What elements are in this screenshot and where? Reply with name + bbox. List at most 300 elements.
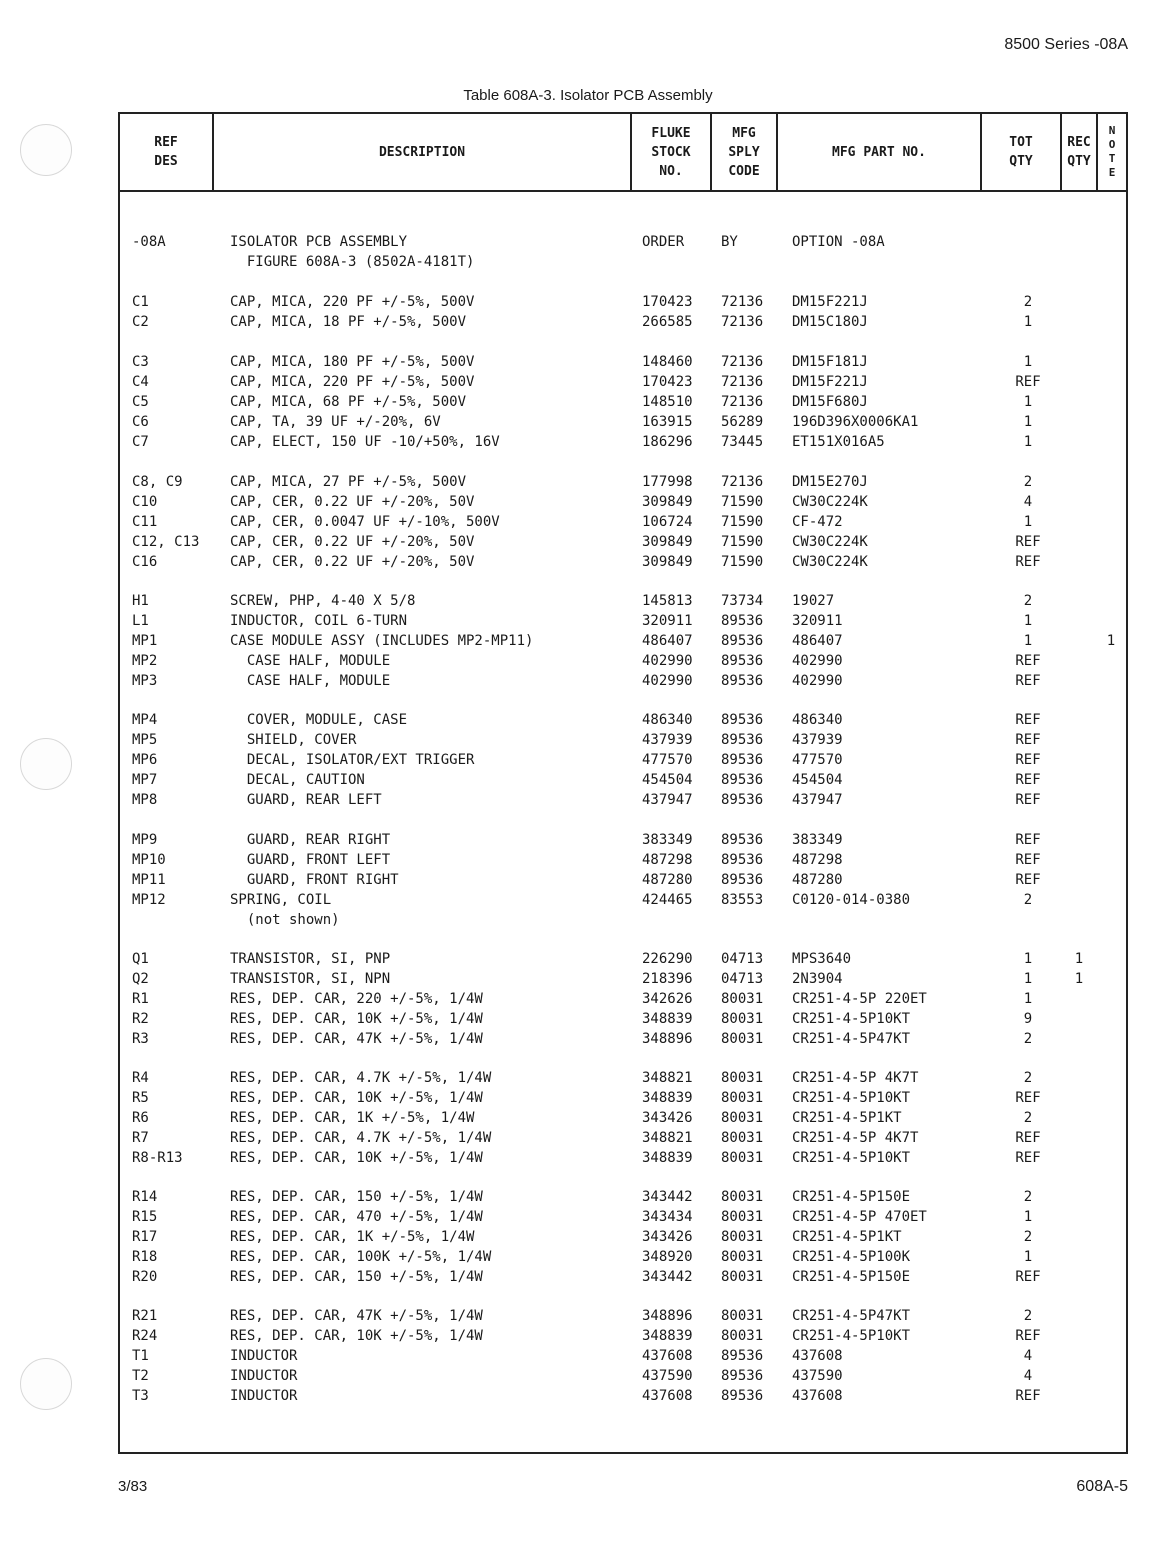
col-fluke-stock-no: FLUKE STOCK NO. <box>651 125 691 179</box>
cell-tot-qty: REF <box>1015 1388 1041 1404</box>
binder-hole-middle <box>20 738 72 790</box>
table-row <box>120 949 1126 969</box>
cell-mfg-part-no: CW30C224K <box>792 534 868 550</box>
cell-fluke-stock-no: 170423 <box>642 374 693 390</box>
cell-ref-des: R24 <box>132 1328 158 1344</box>
cell-tot-qty: REF <box>1015 752 1041 768</box>
table-row <box>120 1386 1126 1406</box>
cell-description: CAP, MICA, 180 PF +/-5%, 500V <box>230 354 475 370</box>
cell-mfg-sply-code: 80031 <box>721 1328 764 1344</box>
cell-mfg-sply-code: 80031 <box>721 1110 764 1126</box>
cell-ref-des: Q2 <box>132 971 149 987</box>
cell-mfg-part-no: CR251-4-5P47KT <box>792 1031 911 1047</box>
cell-tot-qty: 1 <box>1023 314 1033 330</box>
cell-description: TRANSISTOR, SI, PNP <box>230 951 391 967</box>
cell-ref-des: MP7 <box>132 772 158 788</box>
cell-fluke-stock-no: 348839 <box>642 1090 693 1106</box>
cell-mfg-part-no: MPS3640 <box>792 951 852 967</box>
cell-description: RES, DEP. CAR, 4.7K +/-5%, 1/4W <box>230 1070 492 1086</box>
cell-tot-qty: 1 <box>1023 991 1033 1007</box>
cell-ref-des: MP2 <box>132 653 158 669</box>
cell-mfg-sply-code: 80031 <box>721 1130 764 1146</box>
cell-mfg-sply-code: 89536 <box>721 832 764 848</box>
cell-mfg-part-no: CR251-4-5P47KT <box>792 1308 911 1324</box>
table-row <box>120 730 1126 750</box>
cell-ref-des: MP9 <box>132 832 158 848</box>
cell-ref-des: R18 <box>132 1249 158 1265</box>
cell-mfg-part-no: DM15E270J <box>792 474 868 490</box>
cell-description: RES, DEP. CAR, 10K +/-5%, 1/4W <box>230 1090 483 1106</box>
footer-date: 3/83 <box>118 1478 148 1495</box>
cell-description: RES, DEP. CAR, 4.7K +/-5%, 1/4W <box>230 1130 492 1146</box>
cell-mfg-sply-code: 80031 <box>721 1070 764 1086</box>
cell-tot-qty: 1 <box>1023 354 1033 370</box>
cell-mfg-part-no: 402990 <box>792 673 843 689</box>
cell-ref-des: R7 <box>132 1130 149 1146</box>
cell-description: CAP, MICA, 220 PF +/-5%, 500V <box>230 294 475 310</box>
table-row <box>120 552 1126 572</box>
cell-description: GUARD, FRONT RIGHT <box>230 872 399 888</box>
cell-mfg-sply-code: 72136 <box>721 354 764 370</box>
cell-description: CAP, MICA, 27 PF +/-5%, 500V <box>230 474 467 490</box>
cell-ref-des: T3 <box>132 1388 149 1404</box>
table-row <box>120 850 1126 870</box>
cell-description: RES, DEP. CAR, 1K +/-5%, 1/4W <box>230 1110 475 1126</box>
cell-ref-des: C8, C9 <box>132 474 183 490</box>
table-row <box>120 1187 1126 1207</box>
col-ref-des: REF DES <box>154 135 178 169</box>
cell-mfg-sply-code: 72136 <box>721 294 764 310</box>
cell-description: SCREW, PHP, 4-40 X 5/8 <box>230 593 416 609</box>
cell-tot-qty: REF <box>1015 872 1041 888</box>
cell-mfg-sply-code: 80031 <box>721 1249 764 1265</box>
cell-ref-des: C10 <box>132 494 158 510</box>
cell-mfg-part-no: CR251-4-5P 470ET <box>792 1209 927 1225</box>
cell-tot-qty: 1 <box>1023 613 1033 629</box>
cell-description: RES, DEP. CAR, 47K +/-5%, 1/4W <box>230 1031 483 1047</box>
table-row <box>120 472 1126 492</box>
cell-mfg-part-no: 437590 <box>792 1368 843 1384</box>
cell-fluke-stock-no: 309849 <box>642 554 693 570</box>
cell-tot-qty: 2 <box>1023 1110 1033 1126</box>
table-row <box>120 1128 1126 1148</box>
cell-mfg-sply-code: 89536 <box>721 673 764 689</box>
cell-mfg-sply-code: 89536 <box>721 792 764 808</box>
cell-mfg-sply-code: 80031 <box>721 1150 764 1166</box>
cell-description: RES, DEP. CAR, 220 +/-5%, 1/4W <box>230 991 483 1007</box>
table-title: Table 608A-3. Isolator PCB Assembly <box>463 87 713 104</box>
table-row <box>120 532 1126 552</box>
cell-ref-des: R5 <box>132 1090 149 1106</box>
cell-tot-qty: 9 <box>1023 1011 1033 1027</box>
cell-ref-des: R21 <box>132 1308 158 1324</box>
cell-ref-des: MP6 <box>132 752 158 768</box>
page-number: 608A-5 <box>1076 1478 1128 1495</box>
cell-tot-qty: REF <box>1015 673 1041 689</box>
cell-mfg-sply-code: 04713 <box>721 971 764 987</box>
table-row <box>120 392 1126 412</box>
cell-mfg-part-no: 486407 <box>792 633 843 649</box>
cell-description: RES, DEP. CAR, 10K +/-5%, 1/4W <box>230 1011 483 1027</box>
cell-ref-des: R17 <box>132 1229 158 1245</box>
table-row <box>120 611 1126 631</box>
cell-mfg-part-no: 320911 <box>792 613 843 629</box>
cell-tot-qty: REF <box>1015 1269 1041 1285</box>
table-row <box>120 492 1126 512</box>
cell-mfg-part-no: CR251-4-5P1KT <box>792 1110 902 1126</box>
table-row <box>120 910 1126 930</box>
cell-tot-qty: REF <box>1015 712 1041 728</box>
cell-fluke-stock-no: 454504 <box>642 772 693 788</box>
cell-fluke-stock-no: 402990 <box>642 653 693 669</box>
cell-fluke-stock-no: 348821 <box>642 1130 693 1146</box>
cell-fluke-stock-no: 402990 <box>642 673 693 689</box>
table-row <box>120 1009 1126 1029</box>
cell-mfg-part-no: CR251-4-5P10KT <box>792 1150 911 1166</box>
cell-mfg-part-no: ET151X016A5 <box>792 434 885 450</box>
cell-description: CASE HALF, MODULE <box>230 673 391 689</box>
cell-mfg-part-no: CR251-4-5P 220ET <box>792 991 927 1007</box>
cell-description: (not shown) <box>230 912 340 928</box>
cell-mfg-sply-code: 89536 <box>721 653 764 669</box>
table-row <box>120 870 1126 890</box>
cell-ref-des: T1 <box>132 1348 149 1364</box>
cell-ref-des: R4 <box>132 1070 149 1086</box>
cell-mfg-part-no: 437939 <box>792 732 843 748</box>
cell-description: CAP, MICA, 220 PF +/-5%, 500V <box>230 374 475 390</box>
cell-fluke-stock-no: 186296 <box>642 434 693 450</box>
cell-fluke-stock-no: 148510 <box>642 394 693 410</box>
table-row <box>120 432 1126 452</box>
cell-ref-des: C6 <box>132 414 149 430</box>
cell-mfg-sply-code: 89536 <box>721 772 764 788</box>
table-row <box>120 651 1126 671</box>
cell-mfg-part-no: 437608 <box>792 1348 843 1364</box>
cell-fluke-stock-no: 348821 <box>642 1070 693 1086</box>
cell-mfg-sply-code: 04713 <box>721 951 764 967</box>
cell-mfg-sply-code: 89536 <box>721 732 764 748</box>
table-row <box>120 1267 1126 1287</box>
cell-fluke-stock-no: 226290 <box>642 951 693 967</box>
cell-mfg-part-no: 437947 <box>792 792 843 808</box>
cell-description: CAP, CER, 0.22 UF +/-20%, 50V <box>230 554 475 570</box>
cell-tot-qty: 1 <box>1023 514 1033 530</box>
cell-description: GUARD, REAR LEFT <box>230 792 382 808</box>
cell-description: COVER, MODULE, CASE <box>230 712 408 728</box>
table-row <box>120 1366 1126 1386</box>
cell-mfg-sply-code: 71590 <box>721 494 764 510</box>
table-row <box>120 312 1126 332</box>
cell-mfg-sply-code: 71590 <box>721 554 764 570</box>
cell-tot-qty: REF <box>1015 534 1041 550</box>
cell-fluke-stock-no: 343434 <box>642 1209 693 1225</box>
table-row <box>120 710 1126 730</box>
cell-ref-des: C7 <box>132 434 149 450</box>
cell-ref-des: T2 <box>132 1368 149 1384</box>
cell-ref-des: C1 <box>132 294 149 310</box>
cell-fluke-stock-no: 320911 <box>642 613 693 629</box>
cell-description: CAP, MICA, 68 PF +/-5%, 500V <box>230 394 467 410</box>
cell-tot-qty: 1 <box>1023 1209 1033 1225</box>
cell-mfg-sply-code: 89536 <box>721 712 764 728</box>
cell-mfg-sply-code: 80031 <box>721 1031 764 1047</box>
cell-mfg-sply-code: 80031 <box>721 1308 764 1324</box>
cell-fluke-stock-no: 437590 <box>642 1368 693 1384</box>
col-mfg-sply-code: MFG SPLY CODE <box>728 125 760 179</box>
cell-mfg-part-no: C0120-014-0380 <box>792 892 911 908</box>
cell-ref-des: R8-R13 <box>132 1150 183 1166</box>
cell-tot-qty: 1 <box>1023 971 1033 987</box>
cell-description: FIGURE 608A-3 (8502A-4181T) <box>230 254 475 270</box>
table-row <box>120 232 1126 252</box>
cell-fluke-stock-no: 170423 <box>642 294 693 310</box>
cell-tot-qty: 2 <box>1023 1031 1033 1047</box>
col-description: DESCRIPTION <box>378 144 466 160</box>
cell-ref-des: L1 <box>132 613 149 629</box>
cell-mfg-part-no: CR251-4-5P100K <box>792 1249 911 1265</box>
cell-tot-qty: 2 <box>1023 294 1033 310</box>
cell-tot-qty: REF <box>1015 772 1041 788</box>
cell-description: SPRING, COIL <box>230 892 332 908</box>
cell-ref-des: C4 <box>132 374 149 390</box>
cell-mfg-sply-code: BY <box>721 234 738 250</box>
cell-ref-des: MP10 <box>132 852 166 868</box>
cell-tot-qty: REF <box>1015 832 1041 848</box>
cell-description: DECAL, CAUTION <box>230 772 365 788</box>
cell-description: CASE HALF, MODULE <box>230 653 391 669</box>
cell-tot-qty: 2 <box>1023 1308 1033 1324</box>
table-row <box>120 1088 1126 1108</box>
cell-tot-qty: 1 <box>1023 414 1033 430</box>
cell-description: INDUCTOR, COIL 6-TURN <box>230 613 408 629</box>
cell-fluke-stock-no: 486407 <box>642 633 693 649</box>
cell-tot-qty: 1 <box>1023 1249 1033 1265</box>
col-mfg-part-no: MFG PART NO. <box>832 144 926 160</box>
cell-mfg-part-no: CW30C224K <box>792 554 868 570</box>
cell-mfg-part-no: CR251-4-5P10KT <box>792 1011 911 1027</box>
binder-hole-top <box>20 124 72 176</box>
table-row <box>120 1108 1126 1128</box>
cell-mfg-sply-code: 89536 <box>721 633 764 649</box>
cell-fluke-stock-no: 177998 <box>642 474 693 490</box>
cell-mfg-part-no: 383349 <box>792 832 843 848</box>
cell-ref-des: C12, C13 <box>132 534 200 550</box>
cell-description: INDUCTOR <box>230 1388 298 1404</box>
cell-rec-qty: 1 <box>1074 971 1084 987</box>
cell-mfg-part-no: DM15F221J <box>792 294 868 310</box>
cell-description: CAP, CER, 0.22 UF +/-20%, 50V <box>230 494 475 510</box>
table-row <box>120 1306 1126 1326</box>
cell-mfg-part-no: 487298 <box>792 852 843 868</box>
cell-fluke-stock-no: 486340 <box>642 712 693 728</box>
cell-mfg-sply-code: 80031 <box>721 1229 764 1245</box>
table-row <box>120 412 1126 432</box>
cell-description: RES, DEP. CAR, 10K +/-5%, 1/4W <box>230 1328 483 1344</box>
cell-mfg-part-no: 487280 <box>792 872 843 888</box>
table-row <box>120 890 1126 910</box>
cell-tot-qty: REF <box>1015 653 1041 669</box>
cell-tot-qty: 2 <box>1023 1070 1033 1086</box>
table-row <box>120 252 1126 272</box>
cell-mfg-sply-code: 80031 <box>721 1189 764 1205</box>
cell-mfg-part-no: CR251-4-5P 4K7T <box>792 1070 919 1086</box>
cell-description: INDUCTOR <box>230 1368 298 1384</box>
table-row <box>120 1247 1126 1267</box>
cell-mfg-sply-code: 83553 <box>721 892 764 908</box>
cell-mfg-part-no: DM15F680J <box>792 394 868 410</box>
cell-mfg-sply-code: 71590 <box>721 514 764 530</box>
cell-mfg-sply-code: 80031 <box>721 1011 764 1027</box>
cell-description: RES, DEP. CAR, 100K +/-5%, 1/4W <box>230 1249 492 1265</box>
cell-description: CAP, CER, 0.0047 UF +/-10%, 500V <box>230 514 500 530</box>
cell-mfg-part-no: 402990 <box>792 653 843 669</box>
cell-mfg-sply-code: 72136 <box>721 394 764 410</box>
cell-description: CAP, TA, 39 UF +/-20%, 6V <box>230 414 441 430</box>
cell-ref-des: Q1 <box>132 951 149 967</box>
cell-fluke-stock-no: 348896 <box>642 1031 693 1047</box>
cell-tot-qty: REF <box>1015 1328 1041 1344</box>
cell-ref-des: MP5 <box>132 732 158 748</box>
cell-mfg-part-no: 454504 <box>792 772 843 788</box>
cell-fluke-stock-no: 487280 <box>642 872 693 888</box>
cell-description: GUARD, REAR RIGHT <box>230 832 391 848</box>
parts-table <box>118 112 1128 1454</box>
cell-ref-des: C11 <box>132 514 158 530</box>
cell-fluke-stock-no: 343442 <box>642 1189 693 1205</box>
cell-tot-qty: 2 <box>1023 474 1033 490</box>
cell-mfg-part-no: 486340 <box>792 712 843 728</box>
table-row <box>120 1207 1126 1227</box>
cell-tot-qty: 4 <box>1023 494 1033 510</box>
cell-mfg-part-no: CR251-4-5P10KT <box>792 1090 911 1106</box>
cell-fluke-stock-no: 309849 <box>642 494 693 510</box>
cell-fluke-stock-no: 348839 <box>642 1328 693 1344</box>
cell-description: RES, DEP. CAR, 150 +/-5%, 1/4W <box>230 1189 483 1205</box>
cell-ref-des: MP3 <box>132 673 158 689</box>
cell-fluke-stock-no: 437608 <box>642 1348 693 1364</box>
cell-description: RES, DEP. CAR, 10K +/-5%, 1/4W <box>230 1150 483 1166</box>
cell-ref-des: MP4 <box>132 712 158 728</box>
cell-mfg-sply-code: 72136 <box>721 314 764 330</box>
cell-mfg-sply-code: 72136 <box>721 474 764 490</box>
cell-tot-qty: 2 <box>1023 892 1033 908</box>
cell-description: TRANSISTOR, SI, NPN <box>230 971 391 987</box>
cell-description: INDUCTOR <box>230 1348 298 1364</box>
cell-tot-qty: REF <box>1015 554 1041 570</box>
cell-description: CAP, ELECT, 150 UF -10/+50%, 16V <box>230 434 500 450</box>
table-row <box>120 790 1126 810</box>
cell-mfg-sply-code: 89536 <box>721 1368 764 1384</box>
table-row <box>120 591 1126 611</box>
cell-description: CAP, CER, 0.22 UF +/-20%, 50V <box>230 534 475 550</box>
cell-tot-qty: 2 <box>1023 1189 1033 1205</box>
cell-fluke-stock-no: 348839 <box>642 1150 693 1166</box>
cell-tot-qty: REF <box>1015 1130 1041 1146</box>
cell-mfg-sply-code: 73445 <box>721 434 764 450</box>
cell-mfg-sply-code: 56289 <box>721 414 764 430</box>
cell-fluke-stock-no: 343426 <box>642 1229 693 1245</box>
table-row <box>120 989 1126 1009</box>
cell-mfg-sply-code: 72136 <box>721 374 764 390</box>
cell-fluke-stock-no: 348896 <box>642 1308 693 1324</box>
cell-mfg-sply-code: 80031 <box>721 991 764 1007</box>
cell-fluke-stock-no: 163915 <box>642 414 693 430</box>
cell-fluke-stock-no: 348920 <box>642 1249 693 1265</box>
cell-mfg-sply-code: 71590 <box>721 534 764 550</box>
cell-ref-des: R15 <box>132 1209 158 1225</box>
cell-note: 1 <box>1106 633 1116 649</box>
table-row <box>120 770 1126 790</box>
cell-mfg-sply-code: 80031 <box>721 1209 764 1225</box>
table-row <box>120 512 1126 532</box>
table-row <box>120 1148 1126 1168</box>
cell-fluke-stock-no: 309849 <box>642 534 693 550</box>
cell-tot-qty: 4 <box>1023 1368 1033 1384</box>
table-row <box>120 750 1126 770</box>
cell-mfg-part-no: 2N3904 <box>792 971 843 987</box>
cell-description: GUARD, FRONT LEFT <box>230 852 391 868</box>
cell-description: CAP, MICA, 18 PF +/-5%, 500V <box>230 314 467 330</box>
cell-ref-des: C3 <box>132 354 149 370</box>
cell-ref-des: MP1 <box>132 633 158 649</box>
cell-mfg-sply-code: 89536 <box>721 872 764 888</box>
cell-ref-des: MP8 <box>132 792 158 808</box>
cell-fluke-stock-no: 424465 <box>642 892 693 908</box>
cell-fluke-stock-no: 145813 <box>642 593 693 609</box>
cell-tot-qty: 1 <box>1023 633 1033 649</box>
cell-fluke-stock-no: 383349 <box>642 832 693 848</box>
cell-ref-des: R1 <box>132 991 149 1007</box>
cell-tot-qty: REF <box>1015 374 1041 390</box>
table-row <box>120 671 1126 691</box>
cell-mfg-part-no: 477570 <box>792 752 843 768</box>
cell-ref-des: R3 <box>132 1031 149 1047</box>
table-header <box>120 114 1126 192</box>
table-row <box>120 372 1126 392</box>
cell-description: ISOLATOR PCB ASSEMBLY <box>230 234 408 250</box>
cell-mfg-part-no: 19027 <box>792 593 835 609</box>
cell-ref-des: C16 <box>132 554 158 570</box>
table-row <box>120 1029 1126 1049</box>
col-rec-qty: REC QTY <box>1067 135 1091 169</box>
table-row <box>120 1068 1126 1088</box>
cell-fluke-stock-no: 477570 <box>642 752 693 768</box>
cell-tot-qty: REF <box>1015 852 1041 868</box>
table-row <box>120 292 1126 312</box>
cell-ref-des: C2 <box>132 314 149 330</box>
cell-fluke-stock-no: 487298 <box>642 852 693 868</box>
cell-mfg-part-no: CR251-4-5P 4K7T <box>792 1130 919 1146</box>
cell-ref-des: C5 <box>132 394 149 410</box>
cell-ref-des: -08A <box>132 234 166 250</box>
cell-ref-des: R20 <box>132 1269 158 1285</box>
cell-mfg-part-no: DM15F221J <box>792 374 868 390</box>
cell-description: RES, DEP. CAR, 47K +/-5%, 1/4W <box>230 1308 483 1324</box>
cell-ref-des: MP11 <box>132 872 166 888</box>
cell-description: RES, DEP. CAR, 150 +/-5%, 1/4W <box>230 1269 483 1285</box>
cell-mfg-part-no: CR251-4-5P1KT <box>792 1229 902 1245</box>
cell-tot-qty: REF <box>1015 1150 1041 1166</box>
cell-mfg-sply-code: 89536 <box>721 1348 764 1364</box>
cell-mfg-sply-code: 89536 <box>721 752 764 768</box>
cell-fluke-stock-no: 266585 <box>642 314 693 330</box>
cell-tot-qty: 1 <box>1023 951 1033 967</box>
col-tot-qty: TOT QTY <box>1009 135 1033 169</box>
cell-description: CASE MODULE ASSY (INCLUDES MP2-MP11) <box>230 633 534 649</box>
cell-ref-des: R2 <box>132 1011 149 1027</box>
binder-hole-bottom <box>20 1358 72 1410</box>
cell-description: DECAL, ISOLATOR/EXT TRIGGER <box>230 752 475 768</box>
